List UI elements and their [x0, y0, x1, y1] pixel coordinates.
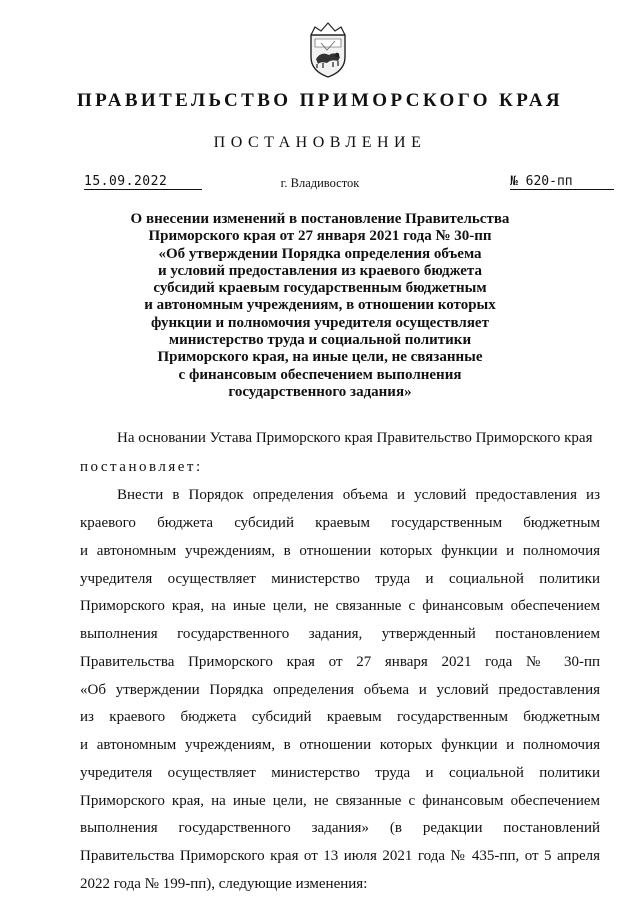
title-line: функции и полномочия учредителя осуществляет	[151, 314, 489, 331]
document-date: 15.09.2022	[84, 174, 202, 190]
title-line: и условий предоставления из краевого бюджета	[158, 262, 482, 279]
body-paragraph-line: выполнения государственного задания, утвержденный постановлением	[80, 626, 600, 642]
title-line: Приморского края от 27 января 2021 года № 30-пп	[148, 228, 492, 245]
title-line: и автономным учреждениям, в отношении которых	[144, 297, 496, 314]
body-paragraph-line: На основании Устава Приморского края Правительство Приморского края	[117, 430, 593, 446]
title-line: министерство труда и социальной политики	[168, 332, 472, 349]
title-line: с финансовым обеспечением выполнения	[178, 366, 462, 383]
body-paragraph-line: постановляет:	[80, 459, 203, 475]
title-line: «Об утверждении Порядка определения объема	[158, 245, 482, 262]
body-paragraph-line: учредителя осуществляет министерство труда и социальной политики	[80, 765, 600, 781]
body-paragraph-line: из краевого бюджета субсидий краевым государственным бюджетным	[80, 709, 600, 725]
title-line: О внесении изменений в постановление Правительства	[130, 211, 510, 227]
title-line: Приморского края, на иные цели, не связанные	[157, 349, 483, 366]
title-line: государственного задания»	[228, 383, 412, 400]
document-type: ПОСТАНОВЛЕНИЕ	[213, 134, 427, 151]
document-number: № 620-пп	[510, 174, 614, 190]
body-paragraph-line: 2022 года № 199-пп), следующие изменения:	[80, 876, 368, 892]
body-paragraph-line: и автономным учреждениям, в отношении которых функции и полномочия	[80, 543, 600, 559]
document-title	[100, 211, 540, 401]
body-paragraph-line: и автономным учреждениям, в отношении которых функции и полномочия	[80, 737, 600, 753]
title-line: субсидий краевым государственным бюджетным	[153, 280, 487, 297]
coat-of-arms-emblem	[301, 17, 355, 79]
body-paragraph-line: учредителя осуществляет министерство труда и социальной политики	[80, 571, 600, 587]
body-paragraph-line: Правительства Приморского края от 13 июля 2021 года № 435-пп, от 5 апреля	[80, 848, 600, 864]
body-paragraph-line: Внести в Порядок определения объема и условий предоставления из	[117, 487, 600, 503]
body-paragraph-line: Приморского края, на иные цели, не связанные с финансовым обеспечением	[80, 793, 600, 809]
body-paragraph-line: Приморского края, на иные цели, не связанные с финансовым обеспечением	[80, 598, 600, 614]
body-paragraph-line: выполнения государственного задания» (в редакции постановлений	[80, 820, 600, 836]
body-paragraph-line: краевого бюджета субсидий краевым государственным бюджетным	[80, 515, 600, 531]
document-city: г. Владивосток	[280, 176, 360, 190]
body-paragraph-line: Правительства Приморского края от 27 января 2021 года № 30-пп	[80, 654, 600, 670]
body-paragraph-line: «Об утверждении Порядка определения объема и условий предоставления	[80, 682, 600, 698]
government-title: ПРАВИТЕЛЬСТВО ПРИМОРСКОГО КРАЯ	[76, 90, 564, 111]
